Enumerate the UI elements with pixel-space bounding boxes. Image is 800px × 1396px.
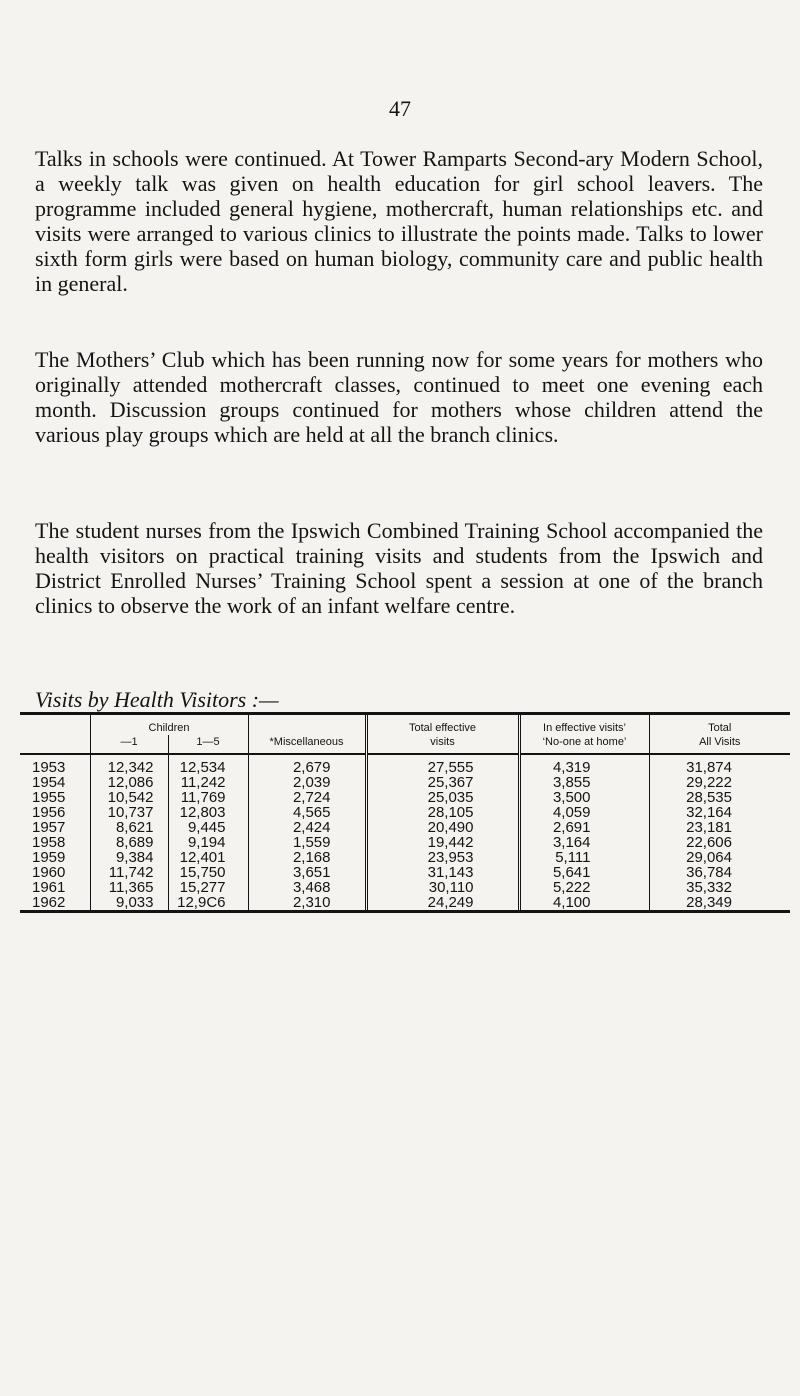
- cell-miscellaneous: 2,039: [248, 775, 366, 790]
- header-children-label: Children: [148, 722, 190, 734]
- cell-year: 1956: [32, 804, 66, 821]
- cell-children-1-to-5: 15,750: [168, 865, 248, 880]
- cell-children-1-to-5: 11,769: [168, 790, 248, 805]
- cell-children-under-1: 9,033: [90, 895, 168, 910]
- cell-children-under-1: 8,689: [90, 835, 168, 850]
- cell-ineffective: 5,111: [519, 850, 649, 865]
- cell-ineffective: 3,500: [519, 790, 649, 805]
- table-row: [20, 895, 790, 910]
- cell-children-1-to-5: 12,401: [168, 850, 248, 865]
- cell-total: 23,181: [649, 820, 790, 835]
- header-year: [20, 715, 90, 754]
- paragraph-school-talks: Talks in schools were continued. At Tower Ramparts Second-ary Modern School, a weekly talk was given on health education for girl school leavers. The programme included general hygiene, mothercraft, human relationships etc. and visits were arranged to various clinics to illustrate the points made. Talks to lower sixth form girls were based on human biology, community care and public health in general.: [35, 146, 763, 296]
- cell-ineffective: 3,164: [519, 835, 649, 850]
- header-total-effective: [366, 715, 519, 754]
- page-number: 47: [389, 96, 411, 121]
- cell-miscellaneous: 2,310: [248, 895, 366, 910]
- cell-total: 29,064: [649, 850, 790, 865]
- table-caption: Visits by Health Visitors :—: [35, 687, 279, 712]
- cell-total-effective: 30,110: [366, 880, 519, 895]
- header-ineffective: [519, 715, 649, 754]
- cell-total: 28,349: [649, 895, 790, 910]
- header-miscellaneous: [248, 715, 366, 754]
- header-total: [649, 715, 790, 754]
- table-row: [20, 775, 790, 790]
- cell-children-under-1: 10,737: [90, 805, 168, 820]
- header-total-line1: Total: [708, 722, 732, 734]
- cell-year: 1959: [32, 849, 66, 866]
- cell-total-effective: 27,555: [366, 754, 519, 775]
- cell-total-effective: 28,105: [366, 805, 519, 820]
- cell-year: 1958: [32, 834, 66, 851]
- cell-children-under-1: 11,365: [90, 880, 168, 895]
- header-ineffective-line1: In effective visits’: [543, 722, 626, 734]
- cell-ineffective: 3,855: [519, 775, 649, 790]
- table-row: [20, 880, 790, 895]
- cell-ineffective: 5,641: [519, 865, 649, 880]
- cell-miscellaneous: 1,559: [248, 835, 366, 850]
- cell-total: 32,164: [649, 805, 790, 820]
- cell-miscellaneous: 2,724: [248, 790, 366, 805]
- cell-miscellaneous: 3,468: [248, 880, 366, 895]
- table-row: [20, 754, 790, 775]
- table-row: [20, 850, 790, 865]
- table-row: [20, 820, 790, 835]
- cell-children-1-to-5: 12,9C6: [168, 895, 248, 910]
- header-children-under-1: —1: [90, 735, 168, 754]
- cell-children-1-to-5: 11,242: [168, 775, 248, 790]
- cell-total-effective: 25,035: [366, 790, 519, 805]
- cell-ineffective: 2,691: [519, 820, 649, 835]
- cell-ineffective: 4,319: [519, 754, 649, 775]
- cell-children-1-to-5: 9,445: [168, 820, 248, 835]
- cell-children-under-1: 12,086: [90, 775, 168, 790]
- cell-year: 1954: [32, 774, 66, 791]
- cell-total-effective: 31,143: [366, 865, 519, 880]
- cell-total-effective: 24,249: [366, 895, 519, 910]
- visits-table: [20, 712, 790, 913]
- header-ineffective-line2: ‘No-one at home’: [542, 736, 627, 748]
- cell-total: 35,332: [649, 880, 790, 895]
- table-body: [20, 754, 790, 910]
- cell-children-1-to-5: 12,803: [168, 805, 248, 820]
- cell-ineffective: 5,222: [519, 880, 649, 895]
- cell-total-effective: 23,953: [366, 850, 519, 865]
- cell-year: 1955: [32, 789, 66, 806]
- table-row: [20, 835, 790, 850]
- header-children: [90, 715, 248, 735]
- cell-total: 36,784: [649, 865, 790, 880]
- header-children-1-to-5: 1—5: [168, 735, 248, 754]
- cell-total: 31,874: [649, 754, 790, 775]
- cell-children-under-1: 11,742: [90, 865, 168, 880]
- cell-children-under-1: 9,384: [90, 850, 168, 865]
- cell-total: 22,606: [649, 835, 790, 850]
- cell-children-1-to-5: 15,277: [168, 880, 248, 895]
- cell-miscellaneous: 2,679: [248, 754, 366, 775]
- cell-miscellaneous: 3,651: [248, 865, 366, 880]
- cell-children-under-1: 10,542: [90, 790, 168, 805]
- cell-year: 1961: [32, 879, 66, 896]
- cell-children-1-to-5: 9,194: [168, 835, 248, 850]
- table-row: [20, 805, 790, 820]
- cell-ineffective: 4,100: [519, 895, 649, 910]
- paragraph-student-nurses: The student nurses from the Ipswich Combined Training School accompanied the health visitors on practical training visits and students from the Ipswich and District Enrolled Nurses’ Training School spent a session at one of the branch clinics to observe the work of an infant welfare centre.: [35, 518, 763, 618]
- cell-total-effective: 19,442: [366, 835, 519, 850]
- cell-total-effective: 25,367: [366, 775, 519, 790]
- cell-year: 1953: [32, 759, 66, 776]
- cell-ineffective: 4,059: [519, 805, 649, 820]
- table-row: [20, 865, 790, 880]
- header-total-line2: All Visits: [699, 736, 741, 748]
- cell-children-1-to-5: 12,534: [168, 754, 248, 775]
- cell-miscellaneous: 2,424: [248, 820, 366, 835]
- cell-year: 1957: [32, 819, 66, 836]
- header-total-effective-line2: visits: [430, 736, 455, 748]
- table-row: [20, 790, 790, 805]
- cell-children-under-1: 12,342: [90, 754, 168, 775]
- header-total-effective-line1: Total effective: [408, 722, 477, 734]
- cell-children-under-1: 8,621: [90, 820, 168, 835]
- paragraph-mothers-club: The Mothers’ Club which has been running now for some years for mothers who originally attended mothercraft classes, continued to meet one evening each month. Discussion groups continued for mothers whose children attend the various play groups which are held at all the branch clinics.: [35, 347, 763, 447]
- header-misc-label: *Miscellaneous: [269, 736, 344, 748]
- cell-miscellaneous: 4,565: [248, 805, 366, 820]
- cell-year: 1962: [32, 894, 66, 911]
- cell-miscellaneous: 2,168: [248, 850, 366, 865]
- cell-total: 28,535: [649, 790, 790, 805]
- cell-total: 29,222: [649, 775, 790, 790]
- cell-total-effective: 20,490: [366, 820, 519, 835]
- cell-year: 1960: [32, 864, 66, 881]
